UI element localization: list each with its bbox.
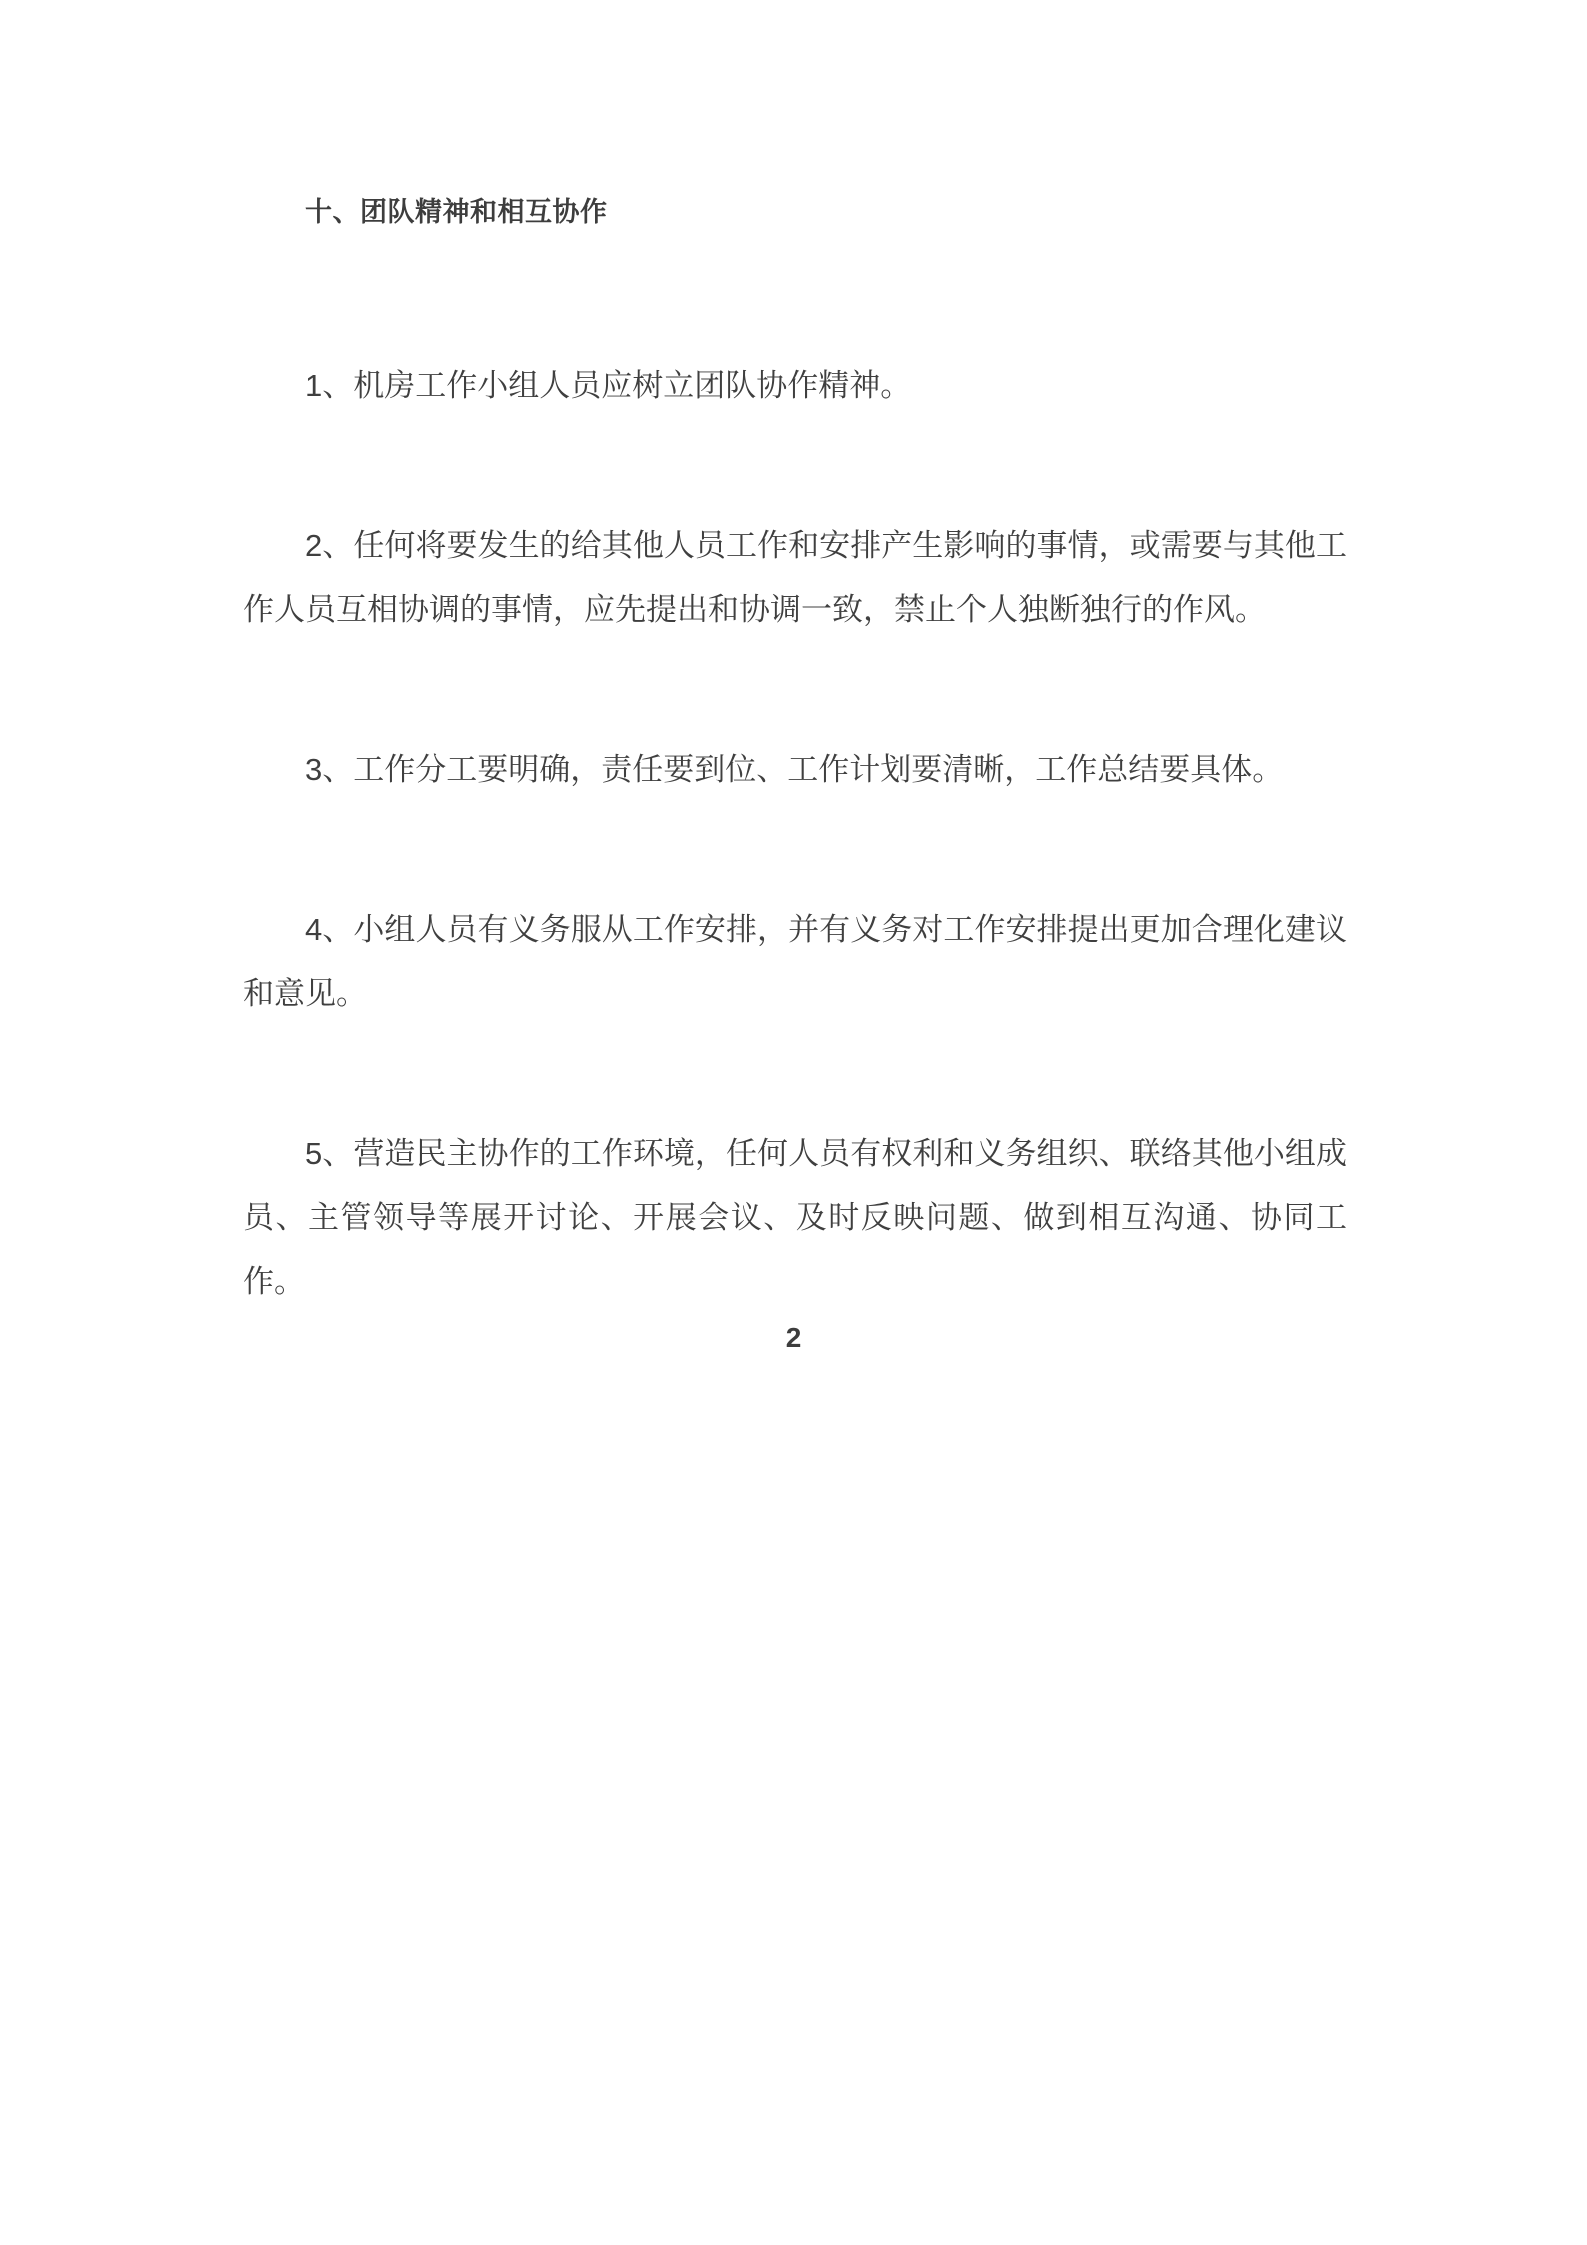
page-number: 2 xyxy=(785,1322,802,1353)
paragraph-item-2: 2、任何将要发生的给其他人员工作和安排产生影响的事情，或需要与其他工作人员互相协调的事情，应先提出和协调一致，禁止个人独断独行的作风。 xyxy=(243,528,1347,627)
paragraph-item-5: 5、营造民主协作的工作环境，任何人员有权利和义务组织、联络其他小组成员、主管领导等展开讨论、开展会议、及时反映问题、做到相互沟通、协同工作。 xyxy=(243,1136,1347,1299)
paragraph-item-1: 1、机房工作小组人员应树立团队协作精神。 xyxy=(305,368,912,403)
paragraph-item-4: 4、小组人员有义务服从工作安排，并有义务对工作安排提出更加合理化建议和意见。 xyxy=(243,912,1347,1011)
numbered-paragraph-list xyxy=(243,354,1347,1314)
spacer-after-heading xyxy=(243,244,1347,354)
spacer-2 xyxy=(243,642,1347,738)
document-content xyxy=(243,180,1347,1314)
spacer-1 xyxy=(243,418,1347,514)
spacer-3 xyxy=(243,802,1347,898)
section-heading: 十、团队精神和相互协作 xyxy=(305,197,608,227)
spacer-4 xyxy=(243,1026,1347,1122)
paragraph-item-3: 3、工作分工要明确，责任要到位、工作计划要清晰，工作总结要具体。 xyxy=(305,752,1284,787)
